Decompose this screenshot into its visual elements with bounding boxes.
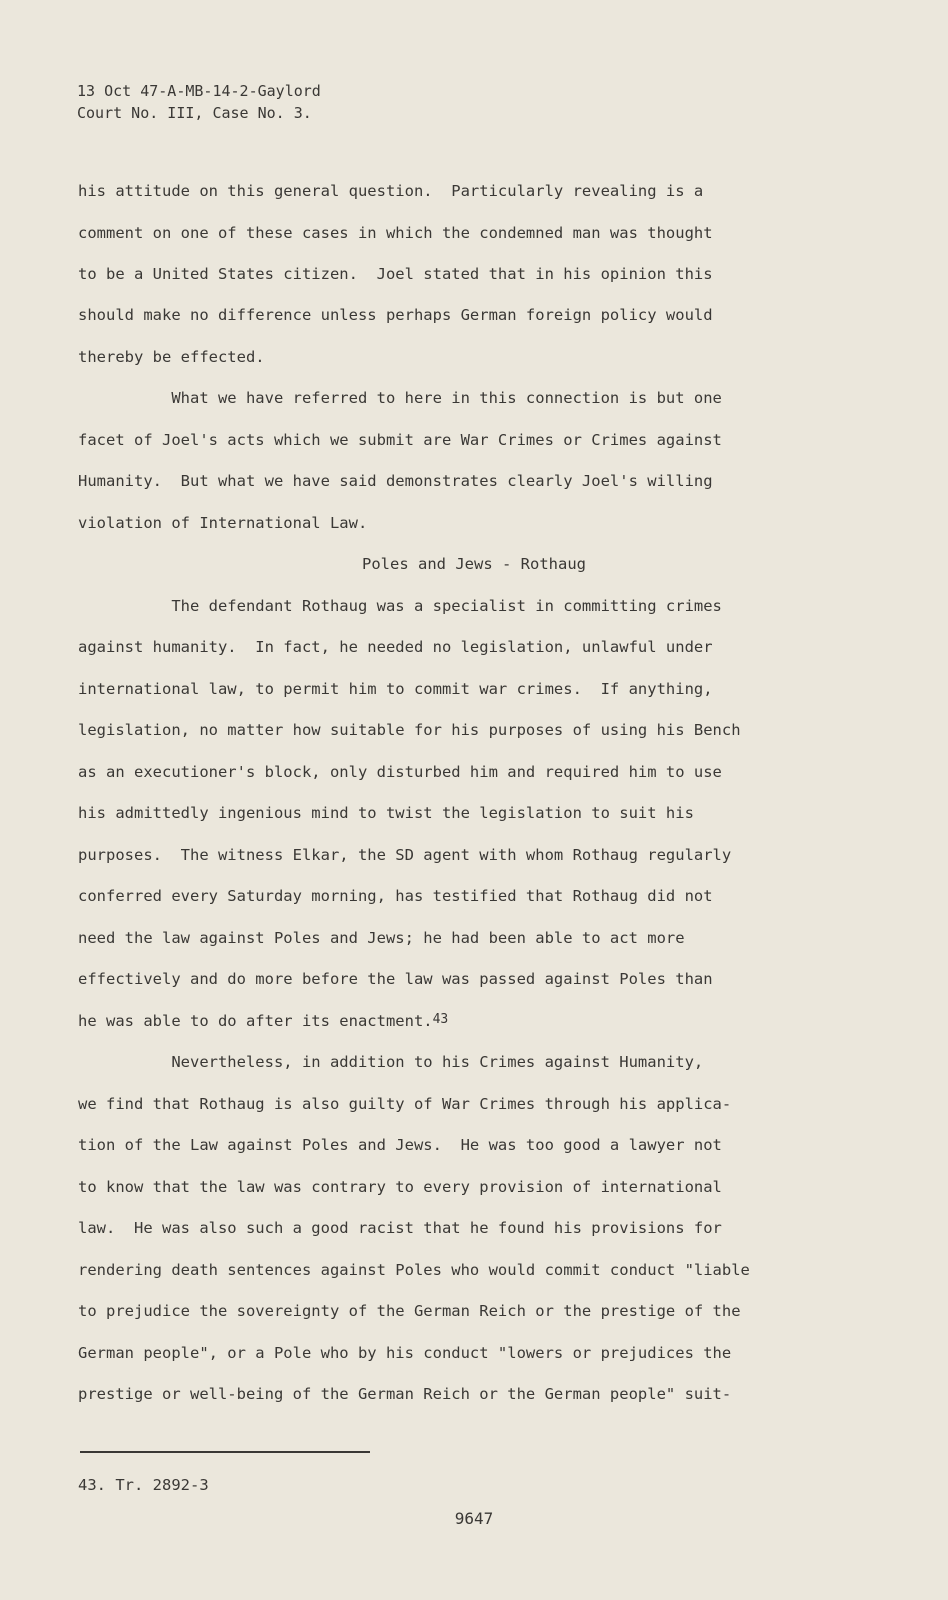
body-line-29: prestige or well-being of the German Reich or the German people" suit- — [78, 1385, 732, 1403]
body-line-8: Humanity. But what we have said demonstrates clearly Joel's willing — [78, 472, 713, 490]
body-line-19: effectively and do more before the law was passed against Poles than — [78, 970, 713, 988]
body-line-21: Nevertheless, in addition to his Crimes against Humanity, — [78, 1053, 704, 1071]
body-line-26: rendering death sentences against Poles who would commit conduct "liable — [78, 1261, 750, 1279]
body-line-25: law. He was also such a good racist that he found his provisions for — [78, 1219, 722, 1237]
footnote-marker: 43 — [432, 1012, 449, 1027]
body-line-18: need the law against Poles and Jews; he had been able to act more — [78, 929, 685, 947]
body-line-22: we find that Rothaug is also guilty of War Crimes through his applica- — [78, 1095, 732, 1113]
body-line-6: What we have referred to here in this connection is but one — [78, 389, 722, 407]
body-line-5: thereby be effected. — [78, 348, 265, 366]
body-line-9: violation of International Law. — [78, 514, 368, 532]
body-line-24: to know that the law was contrary to every provision of international — [78, 1178, 722, 1196]
body-line-27: to prejudice the sovereignty of the German Reich or the prestige of the — [78, 1302, 741, 1320]
body-line-1: his attitude on this general question. Particularly revealing is a — [78, 182, 704, 200]
body-line-2: comment on one of these cases in which the condemned man was thought — [78, 224, 713, 242]
body-line-17: conferred every Saturday morning, has testified that Rothaug did not — [78, 887, 713, 905]
header-line-1: 13 Oct 47-A-MB-14-2-Gaylord — [77, 82, 321, 100]
body-line-15: his admittedly ingenious mind to twist the legislation to suit his — [78, 804, 694, 822]
body-line-11: against humanity. In fact, he needed no legislation, unlawful under — [78, 638, 713, 656]
body-line-23: tion of the Law against Poles and Jews. He was too good a lawyer not — [78, 1136, 722, 1154]
body-line-10: The defendant Rothaug was a specialist in committing crimes — [78, 597, 722, 615]
page-number: 9647 — [454, 1509, 494, 1528]
body-line-12: international law, to permit him to commit war crimes. If anything, — [78, 680, 713, 698]
body-line-14: as an executioner's block, only disturbed him and required him to use — [78, 763, 722, 781]
body-line-20 — [78, 1010, 448, 1034]
body-line-20-text: he was able to do after its enactment. — [78, 1012, 433, 1030]
section-heading: Poles and Jews - Rothaug — [362, 555, 586, 573]
body-line-16: purposes. The witness Elkar, the SD agent with whom Rothaug regularly — [78, 846, 732, 864]
body-line-13: legislation, no matter how suitable for his purposes of using his Bench — [78, 721, 741, 739]
footnote: 43. Tr. 2892-3 — [78, 1476, 209, 1494]
body-line-4: should make no difference unless perhaps German foreign policy would — [78, 306, 713, 324]
header-line-2: Court No. III, Case No. 3. — [77, 104, 312, 122]
footnote-rule — [80, 1451, 370, 1453]
body-line-7: facet of Joel's acts which we submit are War Crimes or Crimes against — [78, 431, 722, 449]
body-line-28: German people", or a Pole who by his conduct "lowers or prejudices the — [78, 1344, 732, 1362]
body-line-3: to be a United States citizen. Joel stated that in his opinion this — [78, 265, 713, 283]
